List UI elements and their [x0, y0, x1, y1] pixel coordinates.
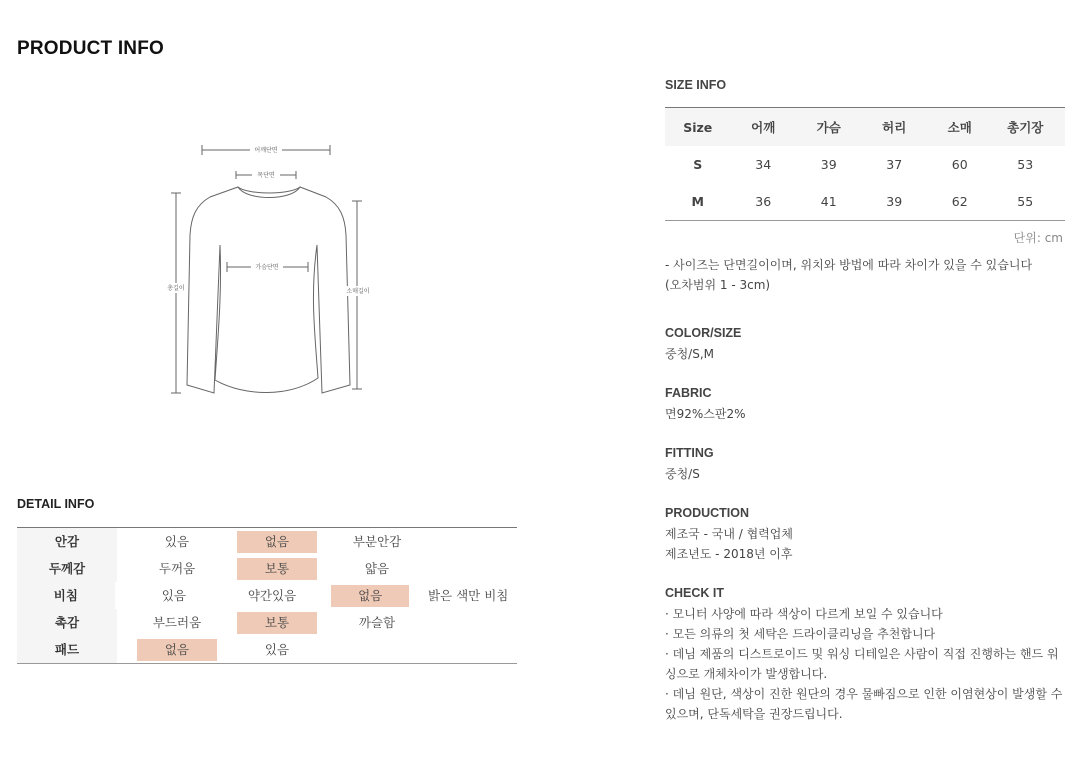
detail-label: 두께감: [17, 555, 117, 582]
detail-option: 있음: [161, 587, 186, 603]
size-cell: 37: [886, 157, 903, 172]
size-header-cell: 허리: [882, 120, 907, 135]
garment-outline: [187, 187, 350, 393]
size-header-cell: 가슴: [816, 120, 841, 135]
detail-info-heading: DETAIL INFO: [17, 497, 95, 511]
size-cell: 55: [1017, 194, 1034, 209]
production-line: 제조년도 - 2018년 이후: [665, 547, 793, 561]
size-cell: 53: [1017, 157, 1034, 172]
detail-option-selected: 보통: [237, 612, 317, 634]
detail-option-selected: 없음: [331, 585, 409, 607]
detail-row-pad: [17, 636, 517, 663]
fabric-heading: FABRIC: [665, 386, 712, 400]
size-cell: 39: [820, 157, 837, 172]
size-cell: 39: [886, 194, 903, 209]
detail-row-texture: [17, 609, 517, 636]
size-header-cell: 어깨: [751, 120, 776, 135]
detail-option-selected: 보통: [237, 558, 317, 580]
size-table: [665, 107, 1065, 221]
detail-info-table: [17, 527, 517, 664]
color-size-heading: COLOR/SIZE: [665, 326, 742, 340]
size-unit: 단위: cm: [1013, 231, 1063, 245]
size-header-cell: 소매: [947, 120, 972, 135]
size-note-line: (오차범위 1 - 3cm): [665, 278, 771, 292]
production-line: 제조국 - 국내 / 협력업체: [665, 527, 793, 541]
detail-option: 부분안감: [352, 533, 402, 549]
garment-measurement-diagram: [150, 135, 390, 405]
size-cell: 62: [951, 194, 968, 209]
size-header-cell: 총기장: [1007, 120, 1044, 135]
color-size-value: 중청/S,M: [665, 347, 715, 361]
table-row: [665, 183, 1065, 220]
sleeve-length-label: 소매길이: [346, 288, 370, 295]
detail-option: 약간있음: [247, 587, 297, 603]
detail-option: 까슬함: [358, 614, 396, 630]
check-it-list: [665, 604, 1070, 724]
production-heading: PRODUCTION: [665, 506, 750, 520]
long-sleeve-top-illustration: [150, 135, 390, 405]
detail-option: 부드러움: [152, 614, 202, 630]
detail-row-sheerness: [17, 582, 517, 609]
total-length-label: 총길이: [167, 285, 185, 292]
size-header-cell: Size: [683, 119, 713, 135]
chest-label: 가슴단면: [255, 264, 279, 271]
list-item: · 데님 원단, 색상이 진한 원단의 경우 물빠짐으로 인한 이염현상이 발생할 수 있으며, 단독세탁을 권장드립니다.: [665, 687, 1063, 721]
size-table-header: [665, 108, 1065, 146]
detail-option: 있음: [264, 641, 290, 657]
detail-option: 밝은 색만 비침: [427, 587, 509, 603]
page-title: PRODUCT INFO: [17, 38, 165, 59]
size-cell: M: [691, 194, 704, 209]
size-note: [665, 255, 1065, 295]
list-item: · 모든 의류의 첫 세탁은 드라이클리닝을 추천합니다: [665, 627, 936, 641]
list-item: · 데님 제품의 디스트로이드 및 워싱 디테일은 사람이 직접 진행하는 핸드 워싱으로 개체차이가 발생합니다.: [665, 647, 1059, 681]
detail-option-selected: 없음: [237, 531, 317, 553]
fitting-heading: FITTING: [665, 446, 714, 460]
detail-label: 비침: [17, 582, 115, 609]
table-row: [665, 146, 1065, 183]
neckline: [238, 187, 300, 198]
detail-label: 안감: [17, 528, 117, 555]
size-note-line: - 사이즈는 단면길이이며, 위치와 방법에 따라 차이가 있을 수 있습니다: [665, 258, 1033, 272]
size-info-heading: SIZE INFO: [665, 78, 727, 92]
detail-label: 패드: [17, 636, 117, 663]
detail-option: 있음: [164, 533, 190, 549]
size-cell: 34: [755, 157, 772, 172]
detail-label: 촉감: [17, 609, 117, 636]
size-cell: 41: [820, 194, 837, 209]
neck-label: 목단면: [257, 172, 275, 179]
fabric-value: 면92%스판2%: [665, 407, 746, 421]
size-cell: 60: [951, 157, 968, 172]
check-it-heading: CHECK IT: [665, 586, 725, 600]
size-cell: S: [693, 157, 703, 172]
fitting-value: 중청/S: [665, 467, 700, 481]
size-cell: 36: [755, 194, 772, 209]
detail-option: 얇음: [364, 560, 390, 576]
shoulder-label: 어깨단면: [254, 147, 278, 154]
list-item: · 모니터 사양에 따라 색상이 다르게 보일 수 있습니다: [665, 607, 943, 621]
detail-row-lining: [17, 528, 517, 555]
detail-option: 두꺼움: [158, 560, 196, 576]
detail-row-thickness: [17, 555, 517, 582]
detail-option-selected: 없음: [137, 639, 217, 661]
